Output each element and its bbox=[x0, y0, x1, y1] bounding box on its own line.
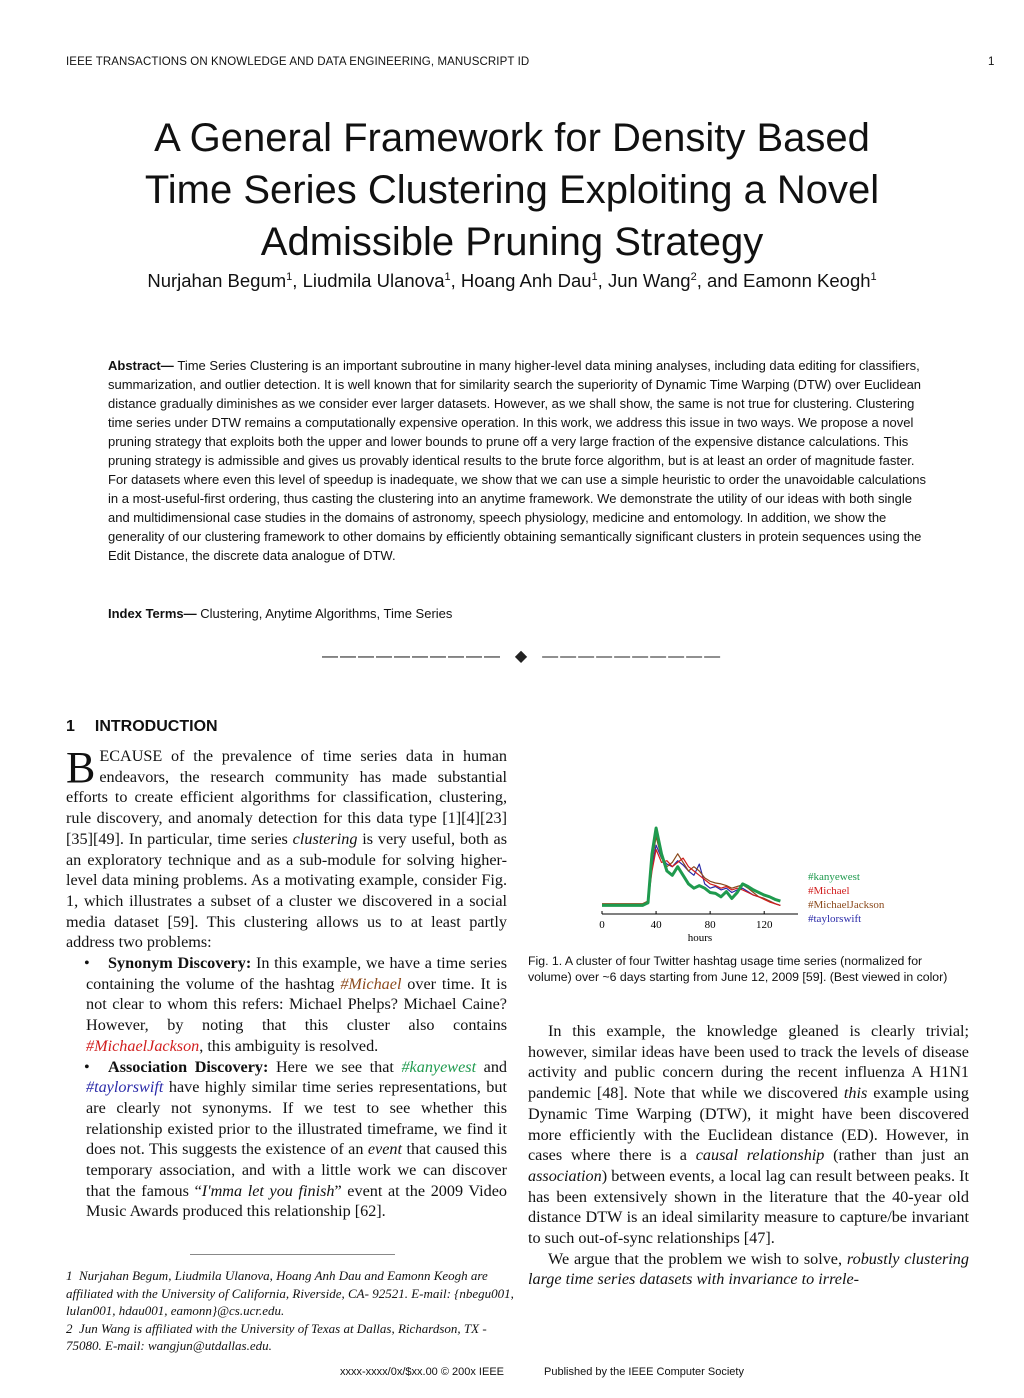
bullet-icon: • bbox=[84, 1057, 90, 1076]
intro-paragraph: BECAUSE of the prevalence of time series data in human endeavors, the research community has made substantial efforts to create efficient algorithms for classification, clustering, rule discovery, and anomaly detection for this data type [1][4][23][35][49]. In particular, time series clustering is very useful, both as an exploratory technique and as a sub-module for solving higher-level data mining problems. As a motivating example, consider Fig. 1, which illustrates a subset of a cluster we discovered in a social media dataset [59]. This clustering allows us to at least partly address two problems: bbox=[66, 743, 507, 952]
author: Liudmila Ulanova$^1$, bbox=[302, 270, 461, 291]
bullet-association: • Association Discovery: Here we see that #kanyewest and #taylorswift have highly similar time series representations, but are clearly not synonyms. If we test to see whether this relationship existed prior to the illustrated timeframe, we find it does not. This suggests the existence of an event that caused this temporary association, and with a little work we can discover that the famous “I'mma let you finish” event at the 2009 Video Music Awards produced this relationship [62]. bbox=[84, 1057, 508, 1221]
section-separator: —————————— ◆ —————————— bbox=[322, 648, 723, 665]
title-line: Time Series Clustering Exploiting a Novel bbox=[144, 168, 880, 212]
abstract-label: Abstract bbox=[108, 358, 161, 373]
footnote: 1 Nurjahan Begum, Liudmila Ulanova, Hoang Anh Dau and Eamonn Keogh are affiliated with the University of California, Riverside, CA- 92521. E-mail: {nbegu001, lulan001, hdau001, eamonn}@cs.ucr.edu. bbox=[66, 1268, 514, 1319]
footnotes bbox=[66, 1267, 514, 1355]
right-column bbox=[528, 1021, 969, 1290]
figure-1 bbox=[590, 822, 910, 950]
bullet-synonym: • Synonym Discovery: In this example, we have a time series containing the volume of the hashtag #Michael over time. It is not clear to whom this refers: Michael Phelps? Michael Caine? However, by noting that this cluster also contains #MichaelJackson, this ambiguity is resolved. bbox=[84, 954, 508, 1055]
footer-copyright: xxxx-xxxx/0x/$xx.00 © 200x IEEE bbox=[340, 1366, 504, 1378]
author: Hoang Anh Dau$^1$, bbox=[460, 270, 608, 291]
dropcap: B bbox=[66, 743, 96, 792]
section-heading: 1 INTRODUCTION bbox=[66, 718, 218, 735]
x-tick-label: 120 bbox=[755, 919, 773, 931]
section-title: INTRODUCTION bbox=[94, 718, 218, 735]
figure-caption: Fig. 1. A cluster of four Twitter hashtag usage time series (normalized for volume) over ~6 days starting from June 12, 2009 [59]. (Best viewed in color) bbox=[528, 954, 948, 984]
index-terms-label: Index Terms bbox=[108, 606, 184, 621]
x-axis-label: hours bbox=[687, 932, 713, 944]
author: Jun Wang$^2$, and bbox=[607, 270, 743, 291]
legend-label: #kanyewest bbox=[808, 871, 860, 883]
legend-label: #MichaelJackson bbox=[808, 899, 885, 911]
legend-label: #Michael bbox=[808, 885, 850, 897]
hashtag-michaeljackson: #MichaelJackson bbox=[86, 1036, 200, 1055]
author: Nurjahan Begum$^1$, bbox=[147, 270, 303, 291]
abstract: Abstract— Time Series Clustering is an important subroutine in many higher-level data mining analyses, including data editing for classifiers, summarization, and outlier detection. It is well known that for similarity search the superiority of Dynamic Time Warping (DTW) over Euclidean distance gradually diminishes as we consider ever larger datasets. However, as we shall show, the same is not true for clustering. Clustering time series under DTW remains a computationally expensive operation. In this work, we address this issue in two ways. We propose a novel pruning strategy that exploits both the upper and lower bounds to prune off a very large fraction of the expensive distance calculations. This pruning strategy is admissible and gives us provably identical results to the brute force algorithm, but is at least an order of magnitude faster. For datasets where even this level of speedup is inadequate, we show that we can use a simple heuristic to order the unavoidable calculations in a most-useful-first ordering, thus casting the clustering into an anytime framework. We demonstrate the utility of our ideas with both single and multidimensional case studies in the domains of astronomy, speech physiology, medicine and entomology. In addition, we show the generality of our clustering framework to other domains by efficiently obtaining semantically significant clusters in protein sequences using the Edit Distance, the discrete data analogue of DTW. bbox=[108, 358, 927, 563]
index-terms-text: Clustering, Anytime Algorithms, Time Series bbox=[200, 606, 453, 621]
footnote-divider bbox=[190, 1254, 395, 1255]
author-list bbox=[60, 270, 964, 292]
body-paragraph: In this example, the knowledge gleaned is clearly trivial; however, similar ideas have been used to track the levels of disease activity and public concern during the recent influenza A H1N1 pandemic [48]. Note that while we discovered this example using Dynamic Time Warping (DTW), it might have been discovered more efficiently with the Euclidean distance (ED). However, in cases where there is a causal relationship (rather than just an association) between events, a local lag can result between peaks. It has been extensively shown in the literature that the 40-year old distance DTW is an ideal similarity measure to capture/be invariant to such out-of-sync relationships [47]. bbox=[528, 1022, 970, 1248]
title-line: Admissible Pruning Strategy bbox=[260, 220, 764, 264]
series-line-taylorswift bbox=[602, 845, 780, 905]
hashtag-taylorswift: #taylorswift bbox=[86, 1078, 164, 1097]
footnote: 2 Jun Wang is affiliated with the University of Texas at Dallas, Richardson, TX - 75080. E-mail: wangjun@utdallas.edu. bbox=[66, 1320, 487, 1354]
running-head: IEEE TRANSACTIONS ON KNOWLEDGE AND DATA ENGINEERING, MANUSCRIPT ID bbox=[66, 56, 530, 68]
footer-publisher: Published by the IEEE Computer Society bbox=[544, 1366, 744, 1378]
series-line-michael bbox=[602, 850, 780, 906]
author: Eamonn Keogh$^1$ bbox=[742, 270, 877, 291]
hashtag-michael: #Michael bbox=[340, 974, 402, 993]
x-tick-label: 80 bbox=[704, 919, 716, 931]
page-footer bbox=[340, 1366, 784, 1378]
bullet-icon: • bbox=[84, 954, 90, 973]
left-column bbox=[66, 743, 508, 1222]
x-tick-label: 0 bbox=[599, 919, 605, 931]
x-tick-label: 40 bbox=[650, 919, 662, 931]
hashtag-kanyewest: #kanyewest bbox=[401, 1057, 477, 1076]
title-line: A General Framework for Density Based bbox=[154, 116, 870, 160]
hashtag-chart bbox=[590, 822, 910, 950]
legend-label: #taylorswift bbox=[808, 913, 862, 925]
paper-title bbox=[60, 112, 964, 268]
page-number: 1 bbox=[988, 56, 995, 68]
body-paragraph: We argue that the problem we wish to solve, robustly clustering large time series datasets with invariance to irrele- bbox=[528, 1249, 969, 1289]
index-terms: Index Terms— Clustering, Anytime Algorithms, Time Series bbox=[108, 606, 453, 621]
series-line-kanyewest bbox=[602, 828, 780, 905]
abstract-text: Time Series Clustering is an important subroutine in many higher-level data mining analyses, including data editing for classifiers, summarization, and outlier detection. It is well known that for similarity search the superiority of Dynamic Time Warping (DTW) over Euclidean distance gradually diminishes as we consider ever larger datasets. However, as we shall show, the same is not true for clustering. Clustering time series under DTW remains a computationally expensive operation. In this work, we address this issue in two ways. We propose a novel pruning strategy that exploits both the upper and lower bounds to prune off a very large fraction of the expensive distance calculations. This pruning strategy is admissible and gives us provably identical results to the brute force algorithm, but is at least an order of magnitude faster. For datasets where even this level of speedup is inadequate, we show that we can use a simple heuristic to order the unavoidable calculations in a most-useful-first ordering, thus casting the clustering into an anytime framework. We demonstrate the utility of our ideas with both single and multidimensional case studies in the domains of astronomy, speech physiology, medicine and entomology. In addition, we show the generality of our clustering framework to other domains by efficiently obtaining semantically significant clusters in protein sequences using the Edit Distance, the discrete data analogue of DTW. bbox=[108, 358, 927, 563]
